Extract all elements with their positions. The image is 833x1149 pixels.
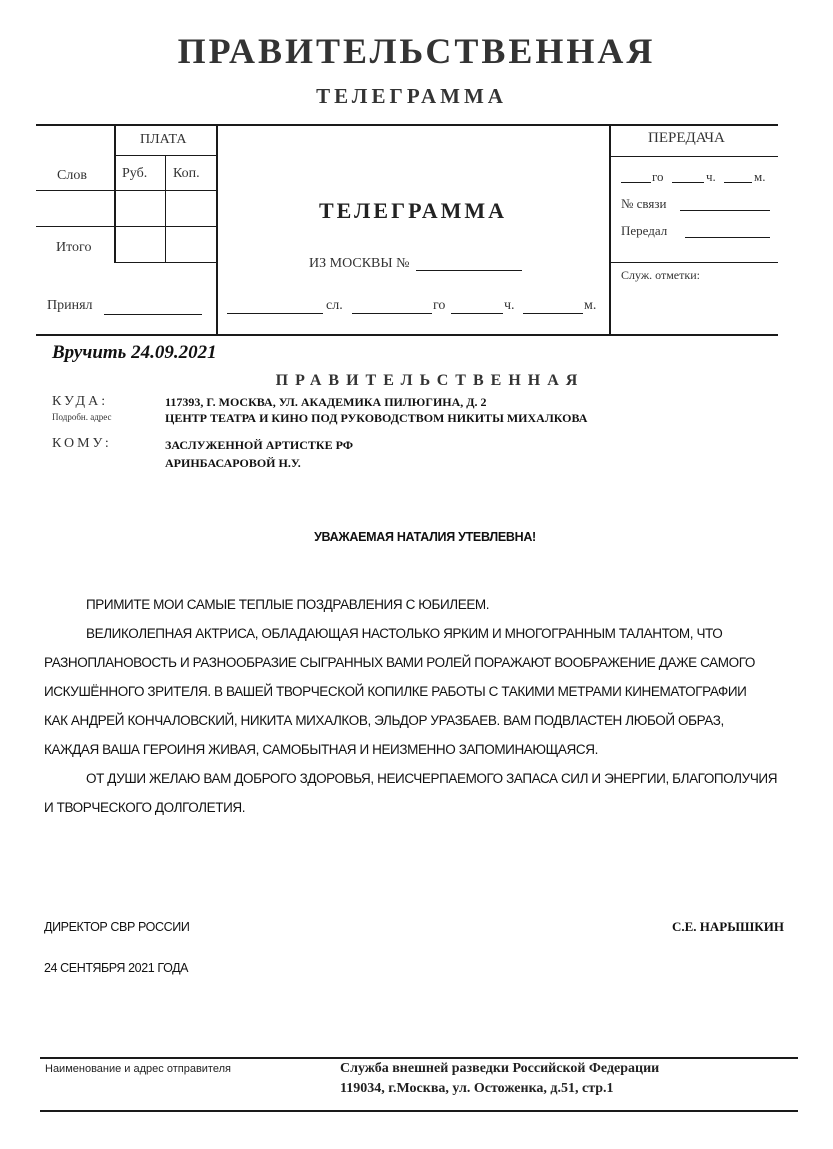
go-label: го xyxy=(433,298,446,313)
footer-bottom-rule xyxy=(40,1110,798,1112)
kop-label: Коп. xyxy=(173,166,200,181)
ch-label: ч. xyxy=(504,298,515,313)
address-line-2: ЦЕНТР ТЕАТРА И КИНО ПОД РУКОВОДСТВОМ НИКИТЫ МИХАЛКОВА xyxy=(165,411,588,425)
rub-label: Руб. xyxy=(122,166,148,181)
connection-label: № связи xyxy=(621,196,667,211)
m-label: м. xyxy=(584,298,597,313)
deliver-date: Вручить 24.09.2021 xyxy=(52,342,217,363)
message-line: ОТ ДУШИ ЖЕЛАЮ ВАМ ДОБРОГО ЗДОРОВЬЯ, НЕИСЧЕРПАЕМОГО ЗАПАСА СИЛ И ЭНЕРГИИ, БЛАГОПОЛУЧИЯ xyxy=(86,771,778,786)
recipient-line-1: ЗАСЛУЖЕННОЙ АРТИСТКЕ РФ xyxy=(165,438,354,452)
message-line: ВЕЛИКОЛЕПНАЯ АКТРИСА, ОБЛАДАЮЩАЯ НАСТОЛЬКО ЯРКИМ И МНОГОГРАННЫМ ТАЛАНТОМ, ЧТО xyxy=(86,626,723,641)
center-telegram-title: ТЕЛЕГРАММА xyxy=(318,198,508,223)
message-line: КАЖДАЯ ВАША ГЕРОИНЯ ЖИВАЯ, САМОБЫТНАЯ И НЕИЗМЕННО ЗАПОМИНАЮЩАЯСЯ. xyxy=(44,742,598,757)
sender-line-1: Служба внешней разведки Российской Федерации xyxy=(340,1061,660,1076)
footer-top-rule xyxy=(40,1057,798,1059)
signature-date: 24 СЕНТЯБРЯ 2021 ГОДА xyxy=(44,961,189,975)
message-line: ПРИМИТЕ МОИ САМЫЕ ТЕПЛЫЕ ПОЗДРАВЛЕНИЯ С ЮБИЛЕЕМ. xyxy=(86,597,490,612)
government-label: ПРАВИТЕЛЬСТВЕННАЯ xyxy=(275,372,585,389)
words-label: Слов xyxy=(57,168,87,183)
sl-label: сл. xyxy=(326,298,343,313)
to-label: КОМУ: xyxy=(52,436,112,451)
detail-address-label: Подробн. адрес xyxy=(52,412,112,422)
signer-name: С.Е. НАРЫШКИН xyxy=(672,919,784,934)
recipient-line-2: АРИНБАСАРОВОЙ Н.У. xyxy=(165,456,301,470)
transfer-m-label: м. xyxy=(754,169,766,184)
address-line-1: 117393, Г. МОСКВА, УЛ. АКАДЕМИКА ПИЛЮГИНА, Д. 2 xyxy=(165,395,487,409)
transfer-ch-label: ч. xyxy=(706,169,716,184)
signer-position: ДИРЕКТОР СВР РОССИИ xyxy=(44,920,190,934)
message-line: РАЗНОПЛАНОВОСТЬ И РАЗНООБРАЗИЕ СЫГРАННЫХ ВАМИ РОЛЕЙ ПОРАЖАЮТ ВООБРАЖЕНИЕ ДАЖЕ САМОГО xyxy=(44,655,755,670)
passed-label: Передал xyxy=(621,223,668,238)
where-label: КУДА: xyxy=(52,394,109,409)
payment-label: ПЛАТА xyxy=(140,132,187,147)
message-line: КАК АНДРЕЙ КОНЧАЛОВСКИЙ, НИКИТА МИХАЛКОВ, ЭЛЬДОР УРАЗБАЕВ. ВАМ ПОДВЛАСТЕН ЛЮБОЙ ОБРАЗ, xyxy=(44,713,724,728)
transfer-go-label: го xyxy=(652,169,664,184)
greeting: УВАЖАЕМАЯ НАТАЛИЯ УТЕВЛЕВНА! xyxy=(314,530,536,544)
total-label: Итого xyxy=(56,240,92,255)
sender-line-2: 119034, г.Москва, ул. Остоженка, д.51, стр.1 xyxy=(340,1081,614,1096)
message-line: ИСКУШЁННОГО ЗРИТЕЛЯ. В ВАШЕЙ ТВОРЧЕСКОЙ КОПИЛКЕ РАБОТЫ С ТАКИМИ МЕТРАМИ КИНЕМАТОГРАФИИ xyxy=(44,684,747,699)
from-moscow-label: ИЗ МОСКВЫ № xyxy=(309,256,410,271)
received-label: Принял xyxy=(47,298,93,313)
transfer-label: ПЕРЕДАЧА xyxy=(648,130,725,146)
telegram-header-subtitle: ТЕЛЕГРАММА xyxy=(316,84,507,108)
sender-label: Наименование и адрес отправителя xyxy=(45,1063,231,1075)
telegram-header-title: ПРАВИТЕЛЬСТВЕННАЯ xyxy=(177,31,656,71)
message-line: И ТВОРЧЕСКОГО ДОЛГОЛЕТИЯ. xyxy=(44,800,246,815)
service-marks-label: Служ. отметки: xyxy=(621,268,700,282)
